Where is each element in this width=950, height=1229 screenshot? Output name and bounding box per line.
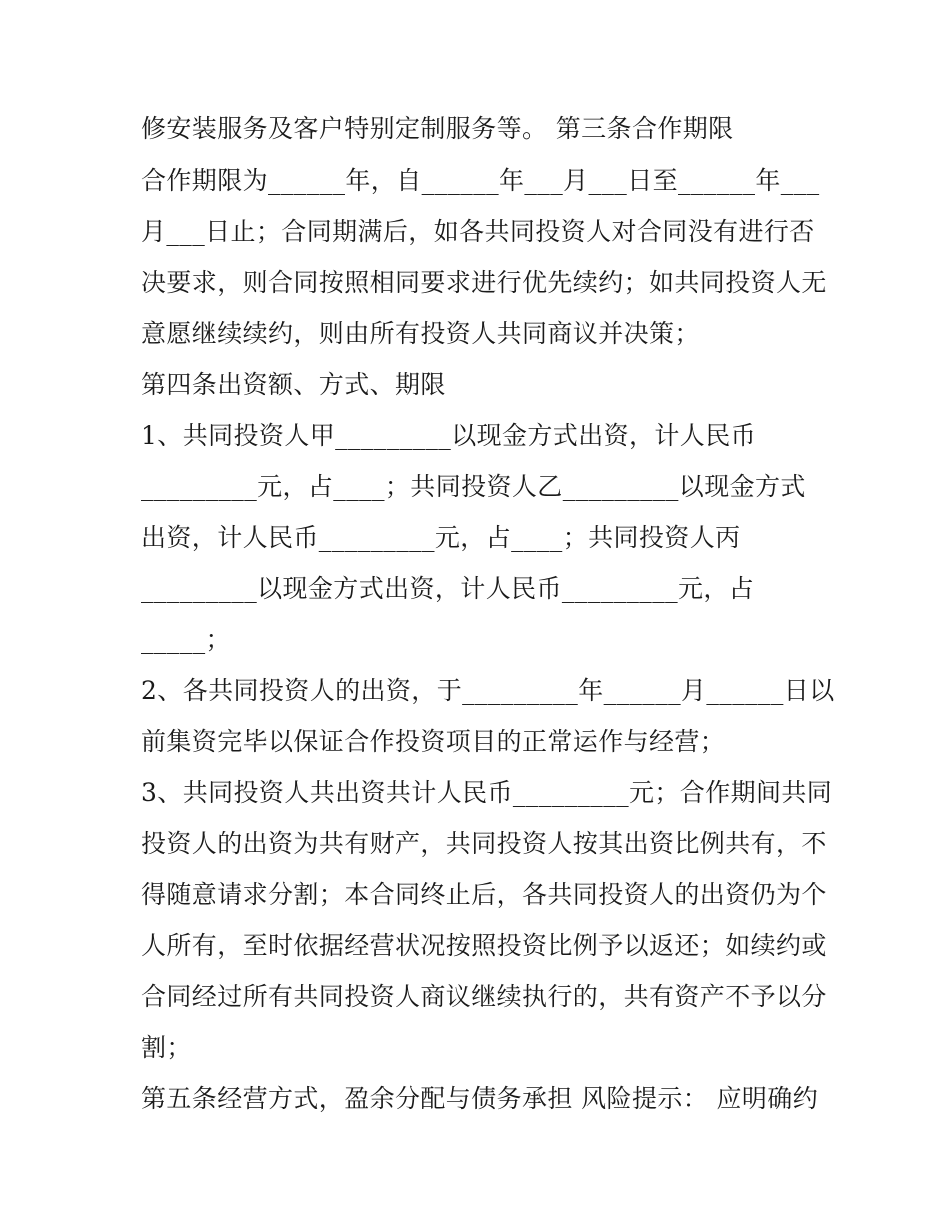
text-line: 意愿继续续约，则由所有投资人共同商议并决策； bbox=[141, 319, 700, 348]
text-line: 投资人的出资为共有财产，共同投资人按其出资比例共有，不 bbox=[141, 829, 827, 858]
text-line: 得随意请求分割；本合同终止后，各共同投资人的出资仍为个 bbox=[141, 880, 827, 909]
text-line: 前集资完毕以保证合作投资项目的正常运作与经营； bbox=[141, 727, 726, 756]
section-heading: 第四条出资额、方式、期限 bbox=[141, 370, 446, 399]
text-line: 1、共同投资人甲_________以现金方式出资，计人民币 bbox=[141, 421, 757, 450]
text-line: 合作期限为______年，自______年___月___日至______年___ bbox=[141, 166, 820, 195]
text-line: 出资，计人民币_________元，占____；共同投资人丙 bbox=[141, 523, 741, 552]
text-line: 决要求，则合同按照相同要求进行优先续约；如共同投资人无 bbox=[141, 268, 827, 297]
text-line: 月___日止；合同期满后，如各共同投资人对合同没有进行否 bbox=[141, 217, 815, 246]
text-line: _________以现金方式出资，计人民币_________元，占 bbox=[141, 574, 755, 603]
text-line: 3、共同投资人共出资共计人民币_________元；合作期间共同 bbox=[141, 778, 833, 807]
text-line: _____； bbox=[141, 625, 231, 654]
text-line: 割； bbox=[141, 1033, 192, 1062]
text-line: 人所有，至时依据经营状况按照投资比例予以返还；如续约或 bbox=[141, 931, 827, 960]
text-line: 修安装服务及客户特别定制服务等。 第三条合作期限 bbox=[141, 114, 734, 143]
text-line: 2、各共同投资人的出资，于_________年______月______日以 bbox=[141, 676, 835, 705]
section-heading: 第五条经营方式，盈余分配与债务承担 风险提示： 应明确约 bbox=[141, 1084, 819, 1113]
text-line: 合同经过所有共同投资人商议继续执行的，共有资产不予以分 bbox=[141, 982, 827, 1011]
text-line: _________元，占____；共同投资人乙_________以现金方式 bbox=[141, 472, 806, 501]
